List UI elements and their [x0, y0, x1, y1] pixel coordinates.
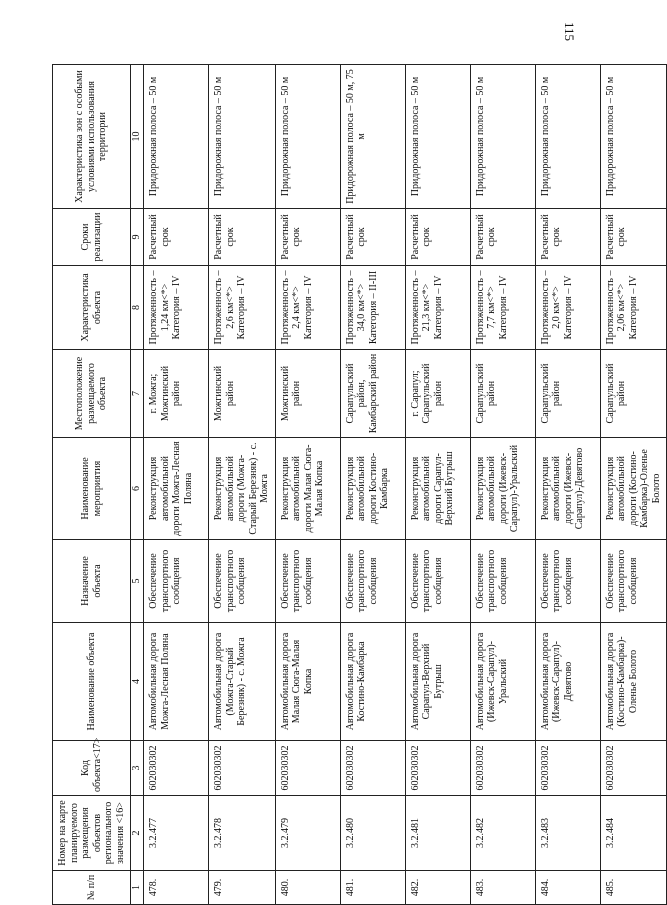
table-cell: Протяженность – 2,4 км<*> Категория – IV: [275, 266, 340, 350]
table-cell: Расчетный срок: [144, 209, 209, 266]
table-cell: Автомобильная дорога (Ижевск-Сарапул)-Девятово: [535, 623, 600, 741]
column-number-row: [131, 65, 144, 905]
table-row: [275, 65, 340, 905]
table-cell: г. Сарапул; Сарапульский район: [405, 350, 470, 438]
header-cell: Характеристика объекта: [53, 266, 131, 350]
table-cell: 481.: [340, 871, 405, 905]
table-cell: 483.: [470, 871, 535, 905]
table-cell: Обеспечение транспортного сообщения: [275, 540, 340, 623]
table-cell: Сарапульский район, Камбарский район: [340, 350, 405, 438]
header-cell: № п/п: [53, 871, 131, 905]
table-cell: 602030302: [275, 741, 340, 796]
table-cell: 602030302: [405, 741, 470, 796]
header-cell: Назначение объекта: [53, 540, 131, 623]
column-number: 4: [131, 623, 144, 741]
table-cell: Реконструкция автомобильной дороги Сарапул-Верхний Бутрыш: [405, 438, 470, 540]
table-cell: Обеспечение транспортного сообщения: [470, 540, 535, 623]
table-row: [340, 65, 405, 905]
table-cell: 3.2.479: [275, 796, 340, 871]
table-row: [144, 65, 209, 905]
column-number: 8: [131, 266, 144, 350]
table-cell: Обеспечение транспортного сообщения: [535, 540, 600, 623]
table-cell: 478.: [144, 871, 209, 905]
column-number: 10: [131, 65, 144, 209]
table-cell: 3.2.482: [470, 796, 535, 871]
table-cell: Обеспечение транспортного сообщения: [340, 540, 405, 623]
column-number: 9: [131, 209, 144, 266]
header-cell: Наименование объекта: [53, 623, 131, 741]
table-row: [209, 65, 276, 905]
table-cell: Протяженность – 2,06 км<*> Категория – IV: [600, 266, 667, 350]
table-row: [470, 65, 535, 905]
table-cell: Сарапульский район: [470, 350, 535, 438]
table-cell: Автомобильная дорога Костино-Камбарка: [340, 623, 405, 741]
table-cell: Придорожная полоса – 50 м, 75 м: [340, 65, 405, 209]
table-cell: 484.: [535, 871, 600, 905]
table-row: [535, 65, 600, 905]
table-cell: Придорожная полоса – 50 м: [144, 65, 209, 209]
table-cell: Автомобильная дорога (Ижевск-Сарапул)-Уральский: [470, 623, 535, 741]
table-cell: 485.: [600, 871, 667, 905]
table-cell: Расчетный срок: [340, 209, 405, 266]
table-cell: Автомобильная дорога (Костино-Камбарка)-Оленье Болото: [600, 623, 667, 741]
table-cell: Реконструкция автомобильной дороги (Можга-Старый Березняк) - с. Можга: [209, 438, 276, 540]
table-cell: 3.2.480: [340, 796, 405, 871]
table-cell: Реконструкция автомобильной дороги (Костино-Камбарка)-Оленье Болото: [600, 438, 667, 540]
table-cell: 602030302: [470, 741, 535, 796]
table-cell: Обеспечение транспортного сообщения: [144, 540, 209, 623]
table-cell: 3.2.477: [144, 796, 209, 871]
table-cell: 482.: [405, 871, 470, 905]
column-number: 6: [131, 438, 144, 540]
table-cell: 602030302: [144, 741, 209, 796]
table-cell: Реконструкция автомобильной дороги (Ижевск-Сарапул)-Уральский: [470, 438, 535, 540]
rotated-table-sheet: [52, 65, 662, 905]
table-cell: Автомобильная дорога (Можга-Старый Березняк) - с. Можга: [209, 623, 276, 741]
column-number: 1: [131, 871, 144, 905]
table-cell: г. Можга; Можгинский район: [144, 350, 209, 438]
table-cell: Обеспечение транспортного сообщения: [405, 540, 470, 623]
table-cell: Расчетный срок: [209, 209, 276, 266]
header-cell: Наименование мероприятия: [53, 438, 131, 540]
table-cell: 479.: [209, 871, 276, 905]
column-number: 7: [131, 350, 144, 438]
table-cell: Придорожная полоса – 50 м: [405, 65, 470, 209]
table-cell: Реконструкция автомобильной дороги Малая Сюга-Малая Копка: [275, 438, 340, 540]
header-cell: Местоположение размещаемого объекта: [53, 350, 131, 438]
table-cell: 480.: [275, 871, 340, 905]
table-cell: Протяженность – 2,6 км<*> Категория – IV: [209, 266, 276, 350]
header-cell: Код объекта<17>: [53, 741, 131, 796]
header-cell: Характеристика зон с особыми условиями использования территории: [53, 65, 131, 209]
table-cell: Придорожная полоса – 50 м: [275, 65, 340, 209]
table-cell: Придорожная полоса – 50 м: [600, 65, 667, 209]
table-cell: 602030302: [535, 741, 600, 796]
table-cell: Расчетный срок: [600, 209, 667, 266]
table-cell: Расчетный срок: [470, 209, 535, 266]
table-cell: Протяженность – 2,0 км<*> Категория – IV: [535, 266, 600, 350]
table-cell: Придорожная полоса – 50 м: [209, 65, 276, 209]
table-cell: Протяженность – 21,3 км<*> Категория – IV: [405, 266, 470, 350]
table-cell: Автомобильная дорога Малая Сюга-Малая Копка: [275, 623, 340, 741]
header-cell: Номер на карте планируемого размещения объектов регионального значения <16>: [53, 796, 131, 871]
column-number: 5: [131, 540, 144, 623]
table-cell: Протяженность – 7,7 км<*> Категория – IV: [470, 266, 535, 350]
table-cell: Сарапульский район: [535, 350, 600, 438]
table-row: [600, 65, 667, 905]
table-cell: 602030302: [600, 741, 667, 796]
table-cell: Расчетный срок: [275, 209, 340, 266]
table-cell: Сарапульский район: [600, 350, 667, 438]
column-number: 3: [131, 741, 144, 796]
table-cell: Реконструкция автомобильной дороги Можга-Лесная Поляна: [144, 438, 209, 540]
table-cell: Можгинский район: [209, 350, 276, 438]
table-cell: Расчетный срок: [405, 209, 470, 266]
table-cell: Придорожная полоса – 50 м: [470, 65, 535, 209]
table-cell: Обеспечение транспортного сообщения: [600, 540, 667, 623]
table-cell: Обеспечение транспортного сообщения: [209, 540, 276, 623]
table-cell: Реконструкция автомобильной дороги (Ижевск-Сарапул)-Девятово: [535, 438, 600, 540]
table-cell: Придорожная полоса – 50 м: [535, 65, 600, 209]
header-cell: Сроки реализации: [53, 209, 131, 266]
header-row: [53, 65, 131, 905]
table-cell: 3.2.484: [600, 796, 667, 871]
table-row: [405, 65, 470, 905]
table-cell: 602030302: [209, 741, 276, 796]
table-cell: Протяженность – 1,24 км<*> Категория – IV: [144, 266, 209, 350]
table-cell: Реконструкция автомобильной дороги Костино-Камбарка: [340, 438, 405, 540]
page-number: 115: [562, 22, 577, 42]
table-cell: 602030302: [340, 741, 405, 796]
table-cell: Можгинский район: [275, 350, 340, 438]
planned-objects-table: [52, 64, 667, 905]
table-cell: Автомобильная дорога Можга-Лесная Поляна: [144, 623, 209, 741]
table-cell: Расчетный срок: [535, 209, 600, 266]
table-cell: 3.2.481: [405, 796, 470, 871]
table-cell: Автомобильная дорога Сарапул-Верхний Бутрыш: [405, 623, 470, 741]
column-number: 2: [131, 796, 144, 871]
table-cell: 3.2.478: [209, 796, 276, 871]
table-cell: Протяженность – 34,0 км<*> Категория – II-III: [340, 266, 405, 350]
table-cell: 3.2.483: [535, 796, 600, 871]
